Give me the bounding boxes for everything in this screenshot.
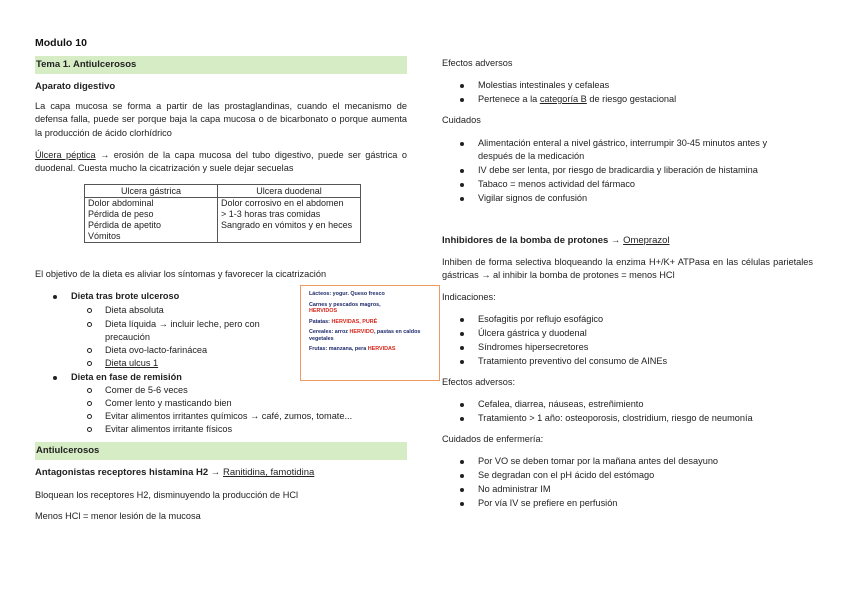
- list-label: Úlcera gástrica y duodenal: [478, 328, 587, 338]
- bullet-icon: [460, 98, 464, 102]
- drug-names: Ranitidina, famotidina: [222, 467, 315, 478]
- list-label-underlined: categoría B: [539, 94, 587, 104]
- list-label: Molestias intestinales y cefaleas: [478, 80, 610, 90]
- bullet-icon: [460, 346, 464, 350]
- list-item: [87, 384, 188, 397]
- list-item: [460, 455, 718, 468]
- heading-indicaciones: Indicaciones:: [442, 292, 496, 302]
- section-band-tema1: Tema 1. Antiulcerosos: [35, 56, 407, 74]
- list-item: [87, 397, 232, 410]
- paragraph-menos-hcl: Menos HCl = menor lesión de la mucosa: [35, 511, 201, 521]
- list-item: [460, 164, 758, 177]
- cell-line: Dolor abdominal: [88, 198, 154, 208]
- list-item: [53, 371, 182, 384]
- cell-line: Pérdida de apetito: [88, 220, 162, 230]
- list-label: Dieta ulcus 1: [105, 358, 159, 368]
- table-cell: [85, 198, 218, 243]
- table-header: Ulcera duodenal: [218, 185, 361, 198]
- list-label: Cefalea, diarrea, náuseas, estreñimiento: [478, 399, 644, 409]
- list-item: [87, 304, 164, 317]
- bullet-icon: [460, 169, 464, 173]
- list-item: [460, 327, 587, 340]
- list-label: Tabaco = menos actividad del fármaco: [478, 179, 636, 189]
- list-label: IV debe ser lenta, por riesgo de bradicardia y liberación de histamina: [478, 165, 758, 175]
- drug-name: Omeprazol: [623, 235, 670, 246]
- list-label: de riesgo gestacional: [586, 94, 677, 104]
- list-item: [460, 93, 676, 106]
- ulcer-comparison-table: [84, 184, 361, 243]
- bullet-icon: [460, 403, 464, 407]
- ulcera-term: Úlcera péptica: [35, 150, 96, 160]
- list-label: Dieta absoluta: [105, 305, 164, 315]
- bullet-circle-icon: [87, 427, 92, 432]
- list-item: [460, 192, 587, 205]
- heading-efectos-adversos: Efectos adversos:: [442, 377, 516, 387]
- heading-label: Inhibidores de la bomba de protones →: [442, 235, 621, 246]
- bullet-icon: [53, 295, 57, 299]
- paragraph-ulcera: [35, 149, 407, 176]
- table-header: Ulcera gástrica: [85, 185, 218, 198]
- list-label: Por vía IV se prefiere en perfusión: [478, 498, 618, 508]
- list-item: [87, 344, 207, 357]
- list-item: [87, 318, 260, 331]
- bullet-icon: [460, 488, 464, 492]
- heading-aparato-digestivo: Aparato digestivo: [35, 81, 116, 92]
- cell-line: Sangrado en vómitos y en heces: [221, 220, 353, 230]
- bullet-circle-icon: [87, 361, 92, 366]
- list-label: Dieta ovo-lacto-farinácea: [105, 345, 208, 355]
- list-item: [460, 497, 617, 510]
- bullet-icon: [460, 84, 464, 88]
- bullet-icon: [460, 360, 464, 364]
- list-item: [460, 341, 588, 354]
- bullet-icon: [460, 183, 464, 187]
- food-line: Patatas: HERVIDAS, PURÉ: [309, 318, 378, 325]
- bullet-icon: [460, 197, 464, 201]
- list-label: Comer lento y masticando bien: [105, 398, 232, 408]
- list-label: Por VO se deben tomar por la mañana antes del desayuno: [478, 456, 719, 466]
- bullet-circle-icon: [87, 414, 92, 419]
- bullet-icon: [460, 460, 464, 464]
- bullet-icon: [460, 332, 464, 336]
- list-label: Vigilar signos de confusión: [478, 193, 588, 203]
- cell-line: Vómitos: [88, 231, 121, 241]
- bullet-icon: [460, 474, 464, 478]
- list-item: [460, 412, 753, 425]
- list-item-continuation: después de la medicación: [478, 151, 585, 161]
- paragraph-ibp: Inhiben de forma selectiva bloqueando la enzima H+/K+ ATPasa en las células parietales gástricas → al inhibir la bomba de protones = menos HCl: [442, 257, 813, 281]
- list-label: Dieta tras brote ulceroso: [71, 291, 180, 301]
- cell-line: Pérdida de peso: [88, 209, 154, 219]
- list-label: Síndromes hipersecretores: [478, 342, 589, 352]
- list-item: [460, 137, 813, 150]
- list-label: Comer de 5-6 veces: [105, 385, 188, 395]
- bullet-circle-icon: [87, 401, 92, 406]
- ulcera-definition: → erosión de la capa mucosa del tubo digestivo, puede ser gástrica o duodenal. Cuesta mucho la cicatrización y suele dejar secuelas: [35, 150, 407, 174]
- paragraph-mucosa: La capa mucosa se forma a partir de las prostaglandinas, cuando el mecanismo de defensa falla, puede ser porque baja la capa mucosa o de bicarbonato o porque aumenta la producción de ácido clorhídrico: [35, 101, 407, 138]
- list-item: [53, 290, 179, 303]
- list-label: Dieta en fase de remisión: [71, 372, 182, 382]
- food-line: Frutas: manzana, pera HERVIDAS: [309, 346, 396, 352]
- list-label: No administrar IM: [478, 484, 551, 494]
- bullet-circle-icon: [87, 322, 92, 327]
- bullet-circle-icon: [87, 308, 92, 313]
- list-item: [460, 178, 635, 191]
- list-label: Evitar alimentos irritantes químicos → café, zumos, tomate...: [105, 411, 353, 421]
- food-line: Lácteos: yogur. Queso fresco: [309, 291, 385, 297]
- food-line: Cereales: arroz HERVIDO, pastas en caldos vegetales: [309, 329, 421, 342]
- list-item: [460, 483, 551, 496]
- list-label: Tratamiento preventivo del consumo de AINEs: [478, 356, 668, 366]
- list-label: Evitar alimentos irritante físicos: [105, 424, 233, 434]
- list-item: [460, 79, 609, 92]
- list-label: Esofagitis por reflujo esofágico: [478, 314, 604, 324]
- heading-efectos: Efectos adversos: [442, 58, 513, 68]
- list-label: Pertenece a la: [478, 94, 540, 104]
- bullet-icon: [460, 502, 464, 506]
- paragraph-objetivo: El objetivo de la dieta es aliviar los síntomas y favorecer la cicatrización: [35, 269, 327, 279]
- list-label: Tratamiento > 1 año: osteoporosis, clostridium, riesgo de neumonía: [478, 413, 753, 423]
- heading-antagonistas-h2: [35, 467, 314, 478]
- list-item: [87, 423, 232, 436]
- list-item: [87, 410, 352, 423]
- bullet-icon: [460, 142, 464, 146]
- bullet-icon: [460, 318, 464, 322]
- heading-cuidados: Cuidados: [442, 115, 481, 125]
- list-item: [460, 313, 603, 326]
- page-title: Modulo 10: [35, 37, 87, 49]
- cell-line: > 1-3 horas tras comidas: [221, 209, 321, 219]
- table-cell: [218, 198, 361, 243]
- list-item: [460, 469, 654, 482]
- diet-food-image: [300, 285, 440, 381]
- section-band-antiulcerosos: Antiulcerosos: [35, 442, 407, 460]
- paragraph-bloquean: Bloquean los receptores H2, disminuyendo la producción de HCl: [35, 490, 299, 500]
- bullet-circle-icon: [87, 348, 92, 353]
- bullet-icon: [53, 376, 57, 380]
- list-item: [460, 398, 643, 411]
- heading-cuidados-enfermeria: Cuidados de enfermería:: [442, 434, 544, 444]
- food-line: Carnes y pescados magros, HERVIDOS: [309, 301, 381, 314]
- heading-label: Antagonistas receptores histamina H2 →: [35, 467, 221, 478]
- bullet-circle-icon: [87, 388, 92, 393]
- list-label: Alimentación enteral a nivel gástrico, interrumpir 30-45 minutos antes y: [478, 138, 768, 148]
- cell-line: Dolor corrosivo en el abdomen: [221, 198, 344, 208]
- list-item-continuation: precaución: [105, 332, 150, 342]
- list-label: Se degradan con el pH ácido del estómago: [478, 470, 655, 480]
- list-item: [460, 355, 667, 368]
- bullet-icon: [460, 417, 464, 421]
- heading-ibp: [442, 235, 670, 246]
- list-label: Dieta líquida → incluir leche, pero con: [105, 319, 260, 329]
- list-item: [87, 357, 158, 370]
